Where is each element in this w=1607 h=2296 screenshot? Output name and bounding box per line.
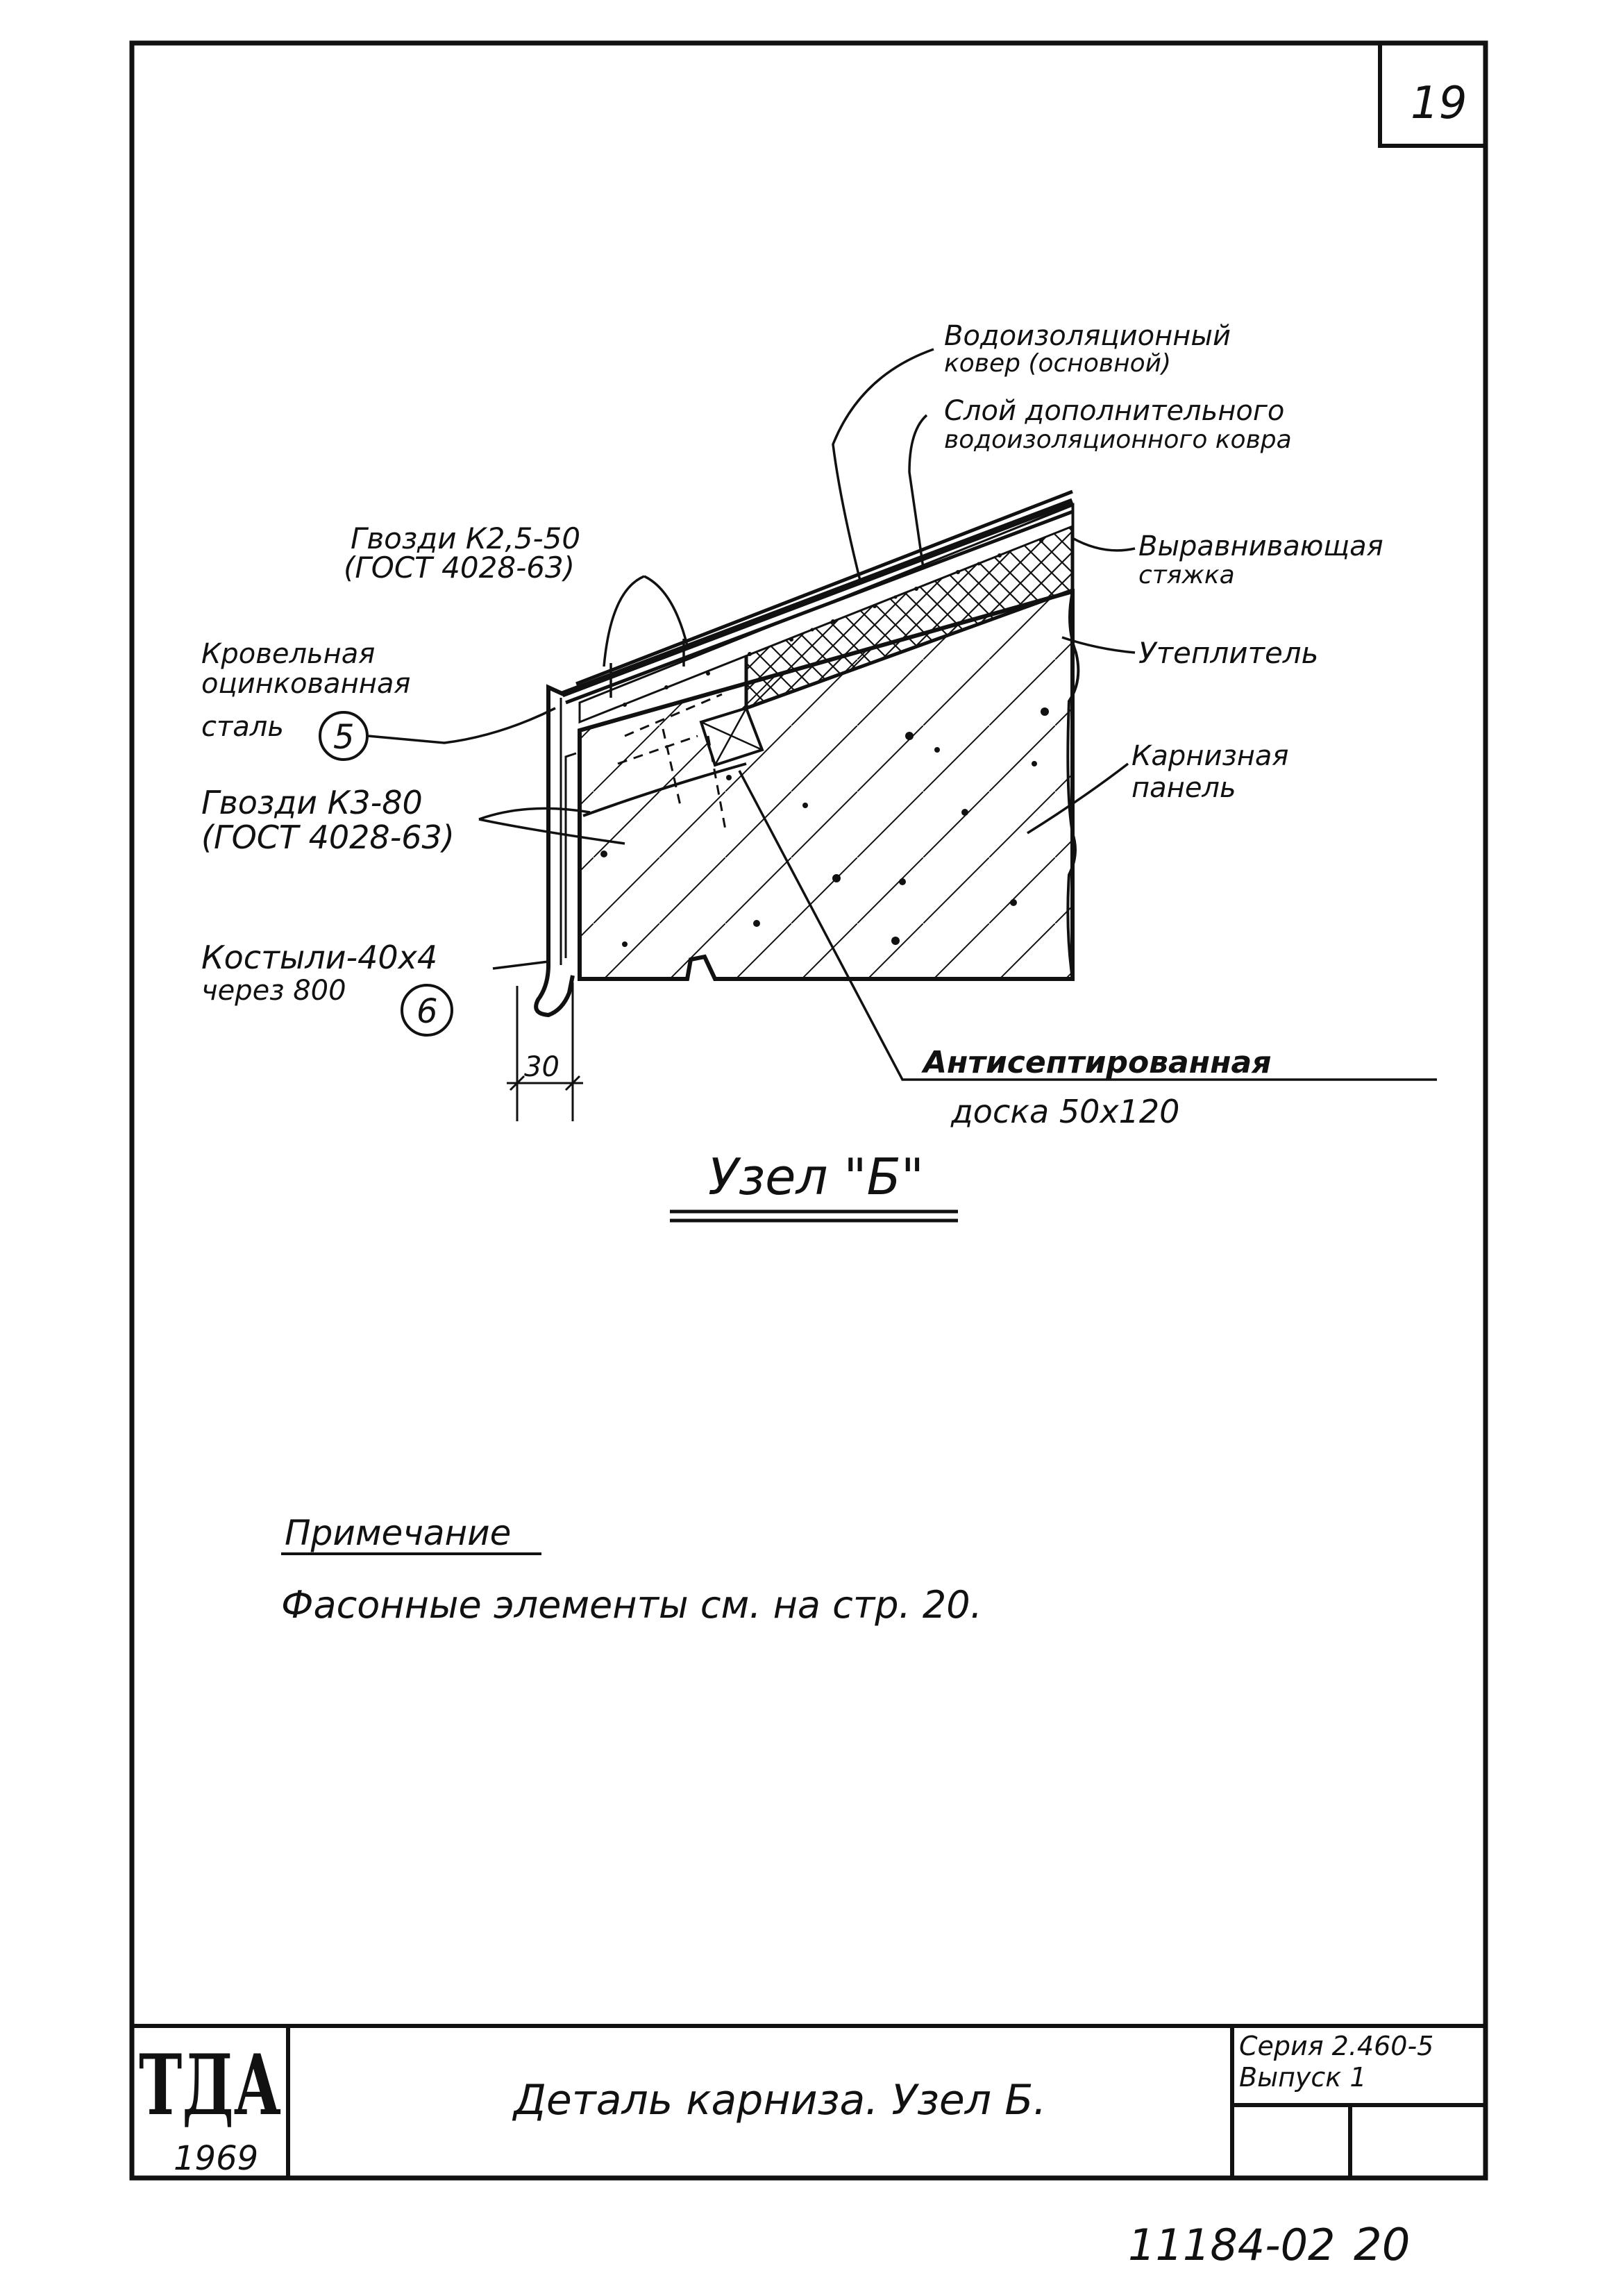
- nails-top-line2: (ГОСТ 4028-63): [344, 551, 575, 585]
- crutch-bracket: [566, 753, 576, 958]
- callout-number-6: 6: [417, 992, 438, 1031]
- board-line1: Антисептированная: [923, 1045, 1272, 1080]
- detail-title: Узел "Б": [708, 1148, 924, 1206]
- detail-title-underline: [670, 1212, 958, 1221]
- callout-number-5: 5: [333, 718, 355, 757]
- cornice-detail-drawing: [201, 320, 1437, 1130]
- panel-line1: Карнизная: [1131, 740, 1289, 772]
- series-label: Серия 2.460-5: [1239, 2031, 1434, 2061]
- page-number: 19: [1411, 78, 1467, 129]
- crutch-line2: через 800: [201, 975, 346, 1007]
- insulation-label: Утеплитель: [1138, 636, 1319, 670]
- nails-top-line1: Гвозди К2,5-50: [351, 521, 581, 555]
- dimension-30-label: 30: [524, 1051, 559, 1083]
- extra-layer-line2: водоизоляционного ковра: [944, 426, 1292, 454]
- roof-steel-line2: оцинкованная: [201, 668, 411, 700]
- note-heading: Примечание: [285, 1513, 512, 1553]
- roof-steel-line3: сталь: [201, 711, 284, 743]
- drawing-title: Деталь карниза. Узел Б.: [514, 2076, 1047, 2125]
- roof-steel-line1: Кровельная: [201, 638, 376, 670]
- bottom-drawing-code: 11184-02: [1128, 2220, 1336, 2270]
- year: 1969: [174, 2139, 259, 2178]
- roofing-steel-drip: [536, 687, 573, 1015]
- nails-bottom-line2: (ГОСТ 4028-63): [201, 819, 455, 856]
- panel-line2: панель: [1131, 772, 1236, 804]
- nails-bottom-line1: Гвозди К3-80: [201, 784, 423, 821]
- waterproof-main-line2: ковер (основной): [944, 349, 1172, 378]
- organization-logo: ТДА: [139, 2036, 281, 2134]
- waterproof-main-line1: Водоизоляционный: [944, 320, 1231, 352]
- screed-line2: стяжка: [1138, 561, 1235, 589]
- title-block: [132, 2026, 1486, 2178]
- crutch-line1: Костыли-40х4: [201, 939, 438, 976]
- screed-line1: Выравнивающая: [1138, 530, 1383, 562]
- sheet-frame: [132, 43, 1486, 2178]
- issue-label: Выпуск 1: [1239, 2062, 1367, 2093]
- note-text: Фасонные элементы см. на стр. 20.: [281, 1583, 982, 1627]
- bottom-page-number: 20: [1354, 2220, 1411, 2271]
- board-line2: доска 50х120: [951, 1093, 1180, 1130]
- extra-layer-line1: Слой дополнительного: [944, 395, 1285, 427]
